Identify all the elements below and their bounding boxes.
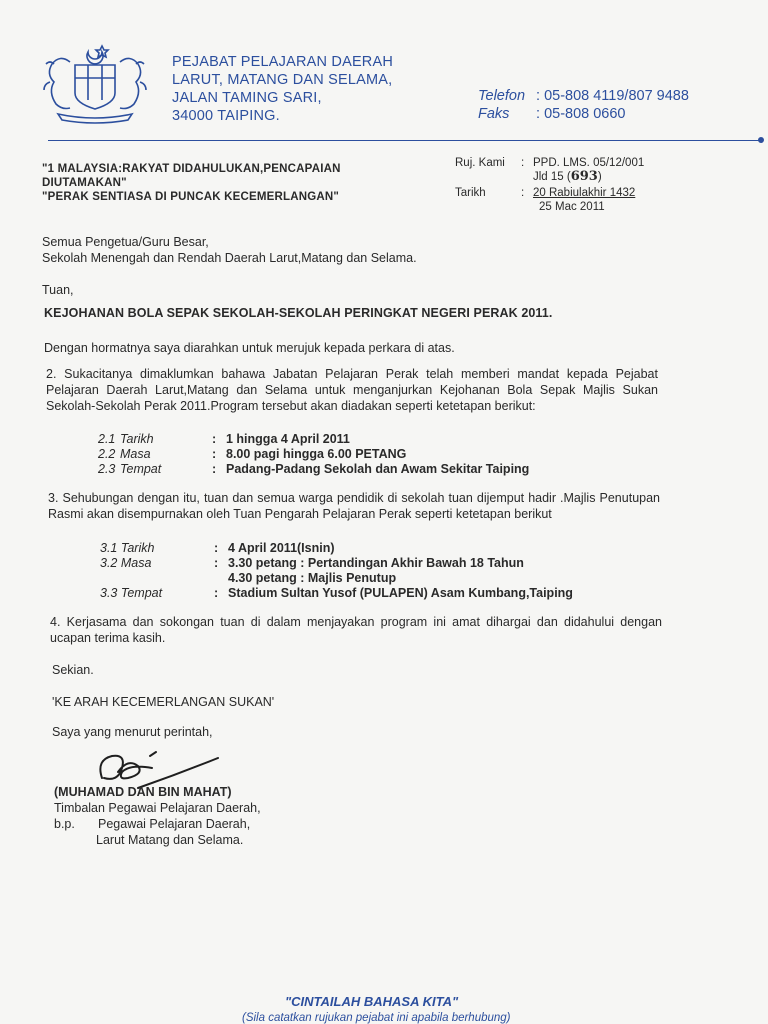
ruj-label: Ruj. Kami (455, 157, 505, 169)
slogan-line: DIUTAMAKAN" (42, 177, 127, 189)
letterhead-divider-end (758, 137, 764, 143)
ruj-value: PPD. LMS. 05/12/001 (533, 157, 645, 169)
closing-ceremony-venue: 3.3 Tempat : Stadium Sultan Yusof (PULAPEN) Asam Kumbang,Taiping (100, 586, 573, 600)
bp-line: Pegawai Pelajaran Daerah, (98, 817, 251, 831)
detail-value: 1 hingga 4 April 2011 (226, 432, 350, 446)
faks-label: Faks (478, 106, 510, 122)
recipient-line: Sekolah Menengah dan Rendah Daerah Larut,Matang dan Selama. (42, 251, 417, 265)
signoff: Saya yang menurut perintah, (52, 725, 213, 739)
closing-ceremony-date: 3.1 Tarikh : 4 April 2011(Isnin) (100, 541, 335, 555)
bp-label: b.p. (54, 817, 75, 831)
closing-time-value: 3.30 petang : Pertandingan Akhir Bawah 18 Tahun (228, 556, 524, 570)
detail-label: Tempat (120, 462, 162, 476)
closing-date-label: 3.1 Tarikh (100, 541, 155, 555)
footer-slogan: "CINTAILAH BAHASA KITA" (285, 994, 459, 1009)
paragraph-2: 2. Sukacitanya dimaklumkan bahawa Jabatan Pelajaran Perak telah memberi mandat kepada Pejabat Pelajaran Daerah Larut,Matang dan Selama untuk menganjurkan Kejohanan Bola Sepak Majlis Sukan Sekolah-Sekolah Perak 2011.Program tersebut akan diadakan seperti ketetapan berikut: (46, 367, 658, 413)
closing-ceremony-time: 3.2 Masa : 3.30 petang : Pertandingan Akhir Bawah 18 Tahun (100, 556, 524, 570)
subject-heading: KEJOHANAN BOLA SEPAK SEKOLAH-SEKOLAH PERINGKAT NEGERI PERAK 2011. (44, 306, 553, 320)
office-name-line: PEJABAT PELAJARAN DAERAH (172, 54, 394, 70)
faks-value: 05-808 0660 (544, 106, 626, 122)
signatory-title: Timbalan Pegawai Pelajaran Daerah, (54, 801, 261, 815)
office-address-line: JALAN TAMING SARI, (172, 90, 322, 106)
telefon-value: 05-808 4119/807 9488 (544, 88, 689, 104)
office-address-line: LARUT, MATANG DAN SELAMA, (172, 72, 393, 88)
letterhead-divider (48, 140, 760, 141)
salutation: Tuan, (42, 283, 74, 297)
detail-label: Masa (120, 447, 151, 461)
bp-line: Larut Matang dan Selama. (96, 833, 244, 847)
detail-num: 2.1 (98, 432, 116, 446)
footer-note: (Sila catatkan rujukan pejabat ini apabila berhubung) (242, 1012, 511, 1024)
office-address-line: 34000 TAIPING. (172, 108, 280, 124)
closing-time-label: 3.2 Masa (100, 556, 152, 570)
slogan-line: "1 MALAYSIA:RAKYAT DIDAHULUKAN,PENCAPAIAN (42, 163, 341, 175)
intro-paragraph: Dengan hormatnya saya diarahkan untuk merujuk kepada perkara di atas. (44, 341, 455, 355)
detail-row: 2.3 Tempat : Padang-Padang Sekolah dan Awam Sekitar Taiping (98, 462, 530, 476)
closing-ceremony-time-2 (228, 571, 396, 586)
reference-volume (533, 170, 602, 184)
closing-venue-label: 3.3 Tempat (100, 586, 163, 600)
detail-num: 2.2 (98, 447, 116, 461)
detail-value: Padang-Padang Sekolah dan Awam Sekitar Taiping (226, 462, 530, 476)
telefon-label: Telefon (478, 88, 526, 104)
telefon-line: Telefon : 05-808 4119/807 9488 (478, 88, 689, 104)
paragraph-3: 3. Sehubungan dengan itu, tuan dan semua warga pendidik di sekolah tuan dijemput hadir .Majlis Penutupan Rasmi akan disempurnakan oleh Tuan Pengarah Pelajaran Perak seperti ketetapan berikut (48, 491, 660, 521)
motto: 'KE ARAH KECEMERLANGAN SUKAN' (52, 695, 275, 709)
ruj-close: ) (597, 171, 602, 183)
tarikh-hijri: 20 Rabiulakhir 1432 (533, 187, 636, 199)
ruj-volume: Jld 15 ( (533, 171, 571, 183)
reference-line: Ruj. Kami : PPD. LMS. 05/12/001 (455, 157, 645, 169)
recipient-line: Semua Pengetua/Guru Besar, (42, 235, 209, 249)
closing-word: Sekian. (52, 663, 94, 677)
signatory-name: (MUHAMAD DAN BIN MAHAT) (54, 785, 232, 799)
tarikh-gregorian: 25 Mac 2011 (539, 201, 605, 213)
faks-line: Faks : 05-808 0660 (478, 106, 626, 122)
paragraph-4: 4. Kerjasama dan sokongan tuan di dalam menjayakan program ini amat dihargai dan didahului dengan ucapan terima kasih. (50, 615, 662, 645)
detail-num: 2.3 (98, 462, 116, 476)
slogan-line: "PERAK SENTIASA DI PUNCAK KECEMERLANGAN" (42, 191, 340, 203)
detail-label: Tarikh (120, 432, 154, 446)
coat-of-arms-icon (40, 40, 150, 125)
detail-value: 8.00 pagi hingga 6.00 PETANG (226, 447, 407, 461)
closing-time-value-2: 4.30 petang : Majlis Penutup (228, 571, 397, 585)
detail-row: 2.1 Tarikh : 1 hingga 4 April 2011 (98, 432, 350, 446)
tarikh-label: Tarikh (455, 187, 486, 199)
ruj-handwritten-number: 693 (570, 169, 598, 184)
closing-venue-value: Stadium Sultan Yusof (PULAPEN) Asam Kumbang,Taiping (228, 586, 573, 600)
detail-row: 2.2 Masa : 8.00 pagi hingga 6.00 PETANG (98, 447, 407, 461)
closing-date-value: 4 April 2011(Isnin) (228, 541, 335, 555)
tarikh-line: Tarikh : 20 Rabiulakhir 1432 (455, 187, 636, 199)
